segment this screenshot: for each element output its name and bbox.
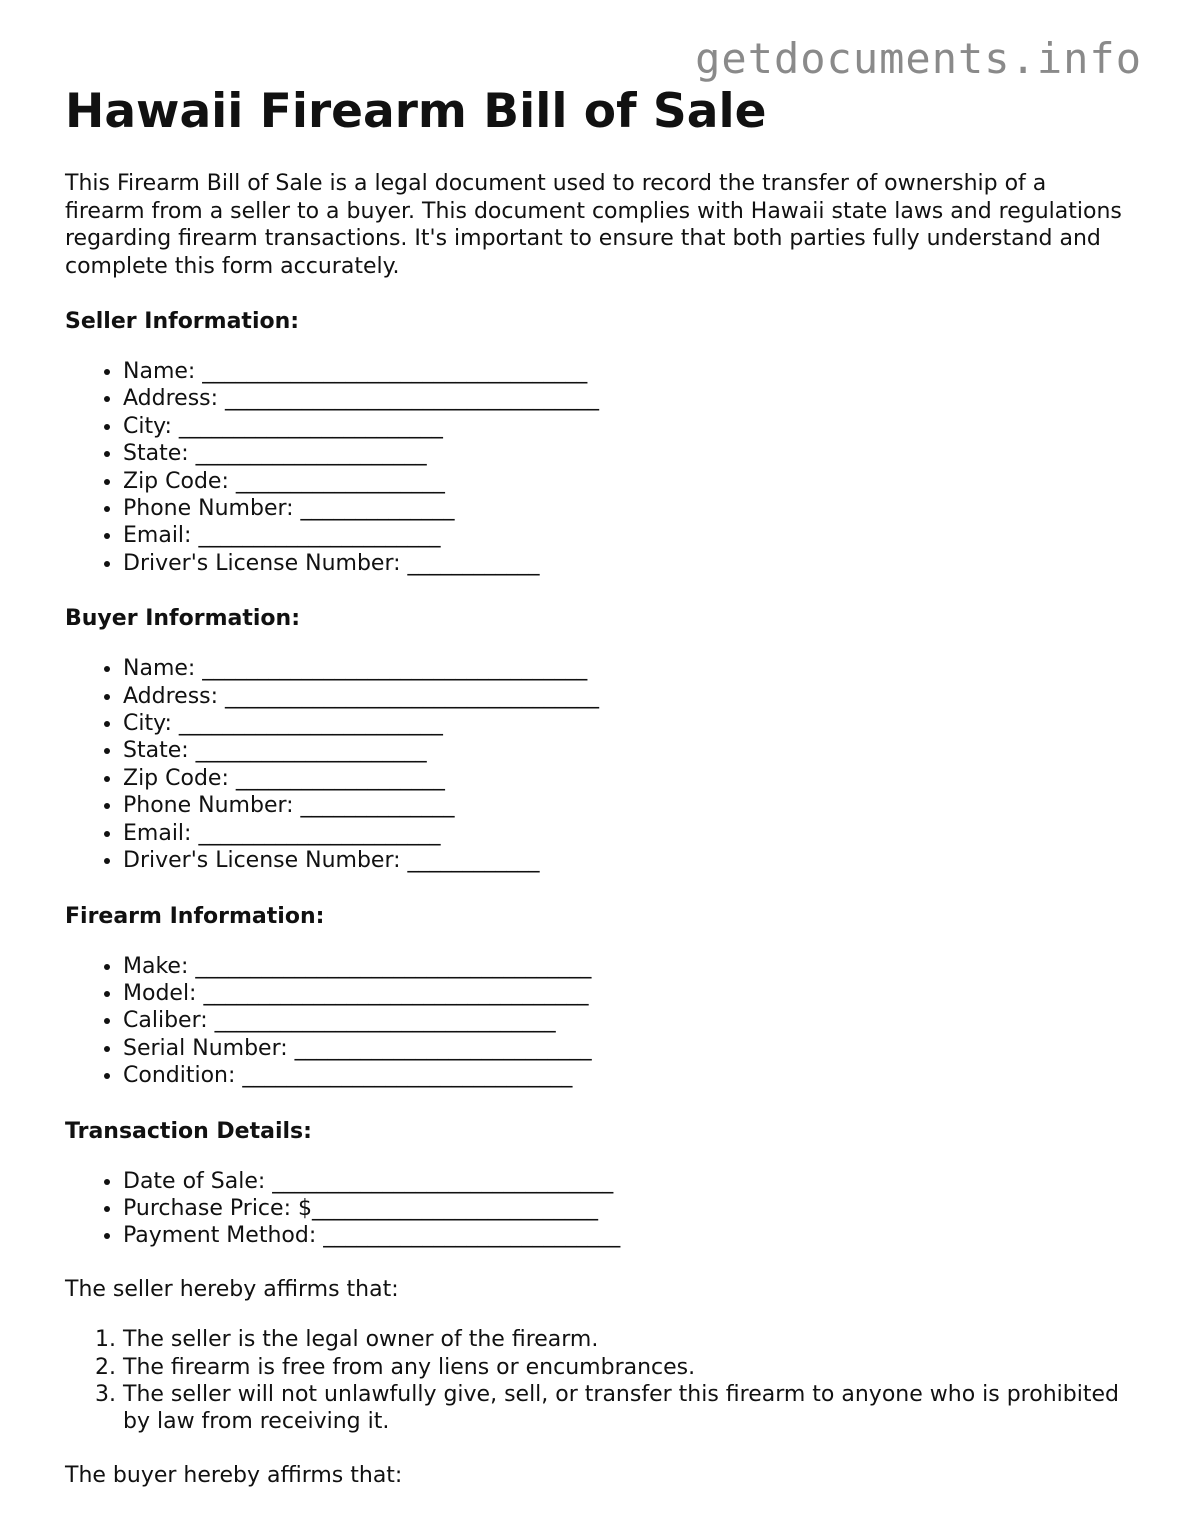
seller-field-list [65, 358, 1125, 577]
payment-method-field[interactable]: • Payment Method: ___________________________ [123, 1222, 1125, 1249]
firearm-serial-field[interactable]: • Serial Number: ___________________________ [123, 1035, 1125, 1062]
buyer-name-field[interactable]: • Name: ___________________________________ [123, 655, 1125, 682]
seller-affirms-intro: The seller hereby affirms that: [65, 1276, 399, 1302]
seller-phone-field[interactable]: • Phone Number: ______________ [123, 495, 1125, 522]
seller-affirm-item: 1. The seller is the legal owner of the firearm. [123, 1326, 1125, 1353]
buyer-city-field[interactable]: • City: ________________________ [123, 710, 1125, 737]
buyer-field-list [65, 655, 1125, 874]
seller-city-field[interactable]: • City: ________________________ [123, 413, 1125, 440]
seller-heading: Seller Information: [65, 309, 300, 334]
buyer-state-field[interactable]: • State: _____________________ [123, 737, 1125, 764]
firearm-field-list [65, 953, 1125, 1090]
buyer-affirms-intro: The buyer hereby affirms that: [65, 1462, 403, 1488]
firearm-model-field[interactable]: • Model: ___________________________________ [123, 980, 1125, 1007]
seller-email-field[interactable]: • Email: ______________________ [123, 522, 1125, 549]
document-title: Hawaii Firearm Bill of Sale [65, 84, 767, 139]
buyer-license-field[interactable]: • Driver's License Number: ____________ [123, 847, 1125, 874]
seller-affirm-item: 2. The firearm is free from any liens or encumbrances. [123, 1354, 1125, 1381]
sale-date-field[interactable]: • Date of Sale: _______________________________ [123, 1168, 1125, 1195]
firearm-heading: Firearm Information: [65, 903, 325, 929]
buyer-email-field[interactable]: • Email: ______________________ [123, 820, 1125, 847]
document-page [65, 84, 1125, 1489]
seller-license-field[interactable]: • Driver's License Number: ____________ [123, 550, 1125, 577]
buyer-heading: Buyer Information: [65, 606, 300, 632]
purchase-price-field[interactable]: • Purchase Price: $__________________________ [123, 1195, 1125, 1222]
watermark: getdocuments.info [695, 34, 1142, 83]
intro-paragraph: This Firearm Bill of Sale is a legal document used to record the transfer of ownership of a firearm from a seller to a buyer. This document complies with Hawaii state laws and regulations regarding firearm transactions. It's important to ensure that both parties fully understand and complete this form accurately. [65, 171, 1122, 279]
buyer-zip-field[interactable]: • Zip Code: ___________________ [123, 765, 1125, 792]
firearm-condition-field[interactable]: • Condition: ______________________________ [123, 1062, 1125, 1089]
transaction-field-list [65, 1168, 1125, 1250]
seller-affirms-list [65, 1326, 1125, 1436]
buyer-phone-field[interactable]: • Phone Number: ______________ [123, 792, 1125, 819]
firearm-make-field[interactable]: • Make: ____________________________________ [123, 953, 1125, 980]
seller-address-field[interactable]: • Address: __________________________________ [123, 385, 1125, 412]
seller-zip-field[interactable]: • Zip Code: ___________________ [123, 468, 1125, 495]
firearm-caliber-field[interactable]: • Caliber: _______________________________ [123, 1007, 1125, 1034]
buyer-address-field[interactable]: • Address: __________________________________ [123, 683, 1125, 710]
seller-name-field[interactable]: • Name: ___________________________________ [123, 358, 1125, 385]
transaction-heading: Transaction Details: [65, 1118, 312, 1144]
seller-affirm-item: 3. The seller will not unlawfully give, sell, or transfer this firearm to anyone who is prohibited by law from receiving it. [123, 1381, 1125, 1436]
seller-state-field[interactable]: • State: _____________________ [123, 440, 1125, 467]
